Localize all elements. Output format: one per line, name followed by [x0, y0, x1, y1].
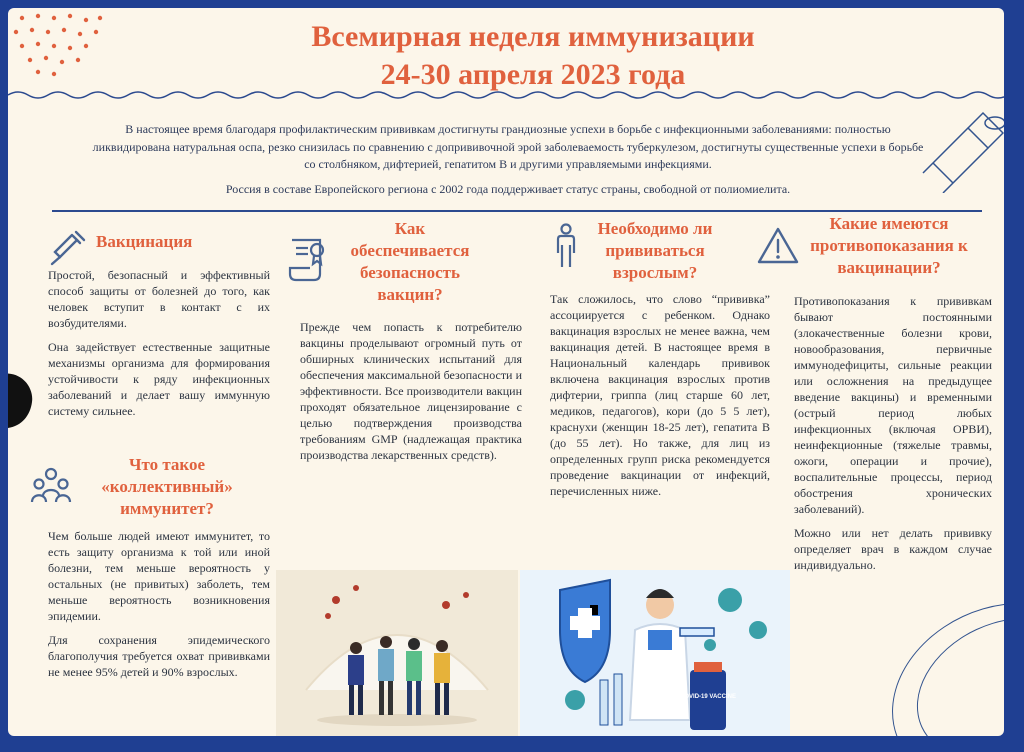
- intro-paragraph-2: Россия в составе Европейского региона с 2002 года поддерживает статус страны, свободной от полиомиелита.: [225, 181, 791, 196]
- contra-paragraph-1: Противопоказания к прививкам бывают постоянными (злокачественные болезни крови, новообразования, первичные иммунодефициты, сильные реакции или осложнения на предыдущее введение вакцины) и временными (острый период любых инфекционных (включая ОРВИ), неинфекционные (тяжелые травмы, ожоги, операции и прочие), воспалительные процессы, период обострения хронических заболеваний).: [794, 294, 992, 516]
- intro-paragraph-1: В настоящее время благодаря профилактическим прививкам достигнуты грандиозные успехи в борьбе с инфекционными заболеваниями: полностью ликвидирована натуральная оспа, резко снизилась по сравнению с допрививочной эрой заболеваемость туберкулезом, достигнуты существенные успехи в борьбе со столбняком, дифтерией, гепатитом В и другими управляемыми инфекциями.: [92, 122, 924, 171]
- contra-paragraph-2: Можно или нет делать прививку определяет врач в каждом случае индивидуально.: [794, 526, 992, 572]
- person-icon: [553, 223, 579, 271]
- page-title: [208, 18, 858, 94]
- pipette-icon: [46, 226, 90, 266]
- adults-heading: Необходимо ли прививаться взрослым?: [597, 219, 713, 282]
- title-line-1: Всемирная неделя иммунизации: [311, 20, 755, 53]
- title-line-2: 24-30 апреля 2023 года: [380, 58, 686, 91]
- decorative-dots: [8, 8, 118, 88]
- collective-heading: Что такое «коллективный» иммунитет?: [101, 455, 233, 518]
- doctor-vaccine-illustration: [520, 570, 790, 736]
- warning-triangle-icon: [756, 226, 800, 266]
- collective-paragraph-2: Для сохранения эпидемического благополучия требуется охват прививками не менее 95% детей и 90% взрослых.: [48, 633, 270, 679]
- certificate-scroll-icon: [286, 234, 334, 284]
- people-group-icon: [30, 466, 72, 506]
- vaccination-paragraph-1: Простой, безопасный и эффективный способ защиты от болезней до того, как человек вступит в контакт с их возбудителями.: [48, 268, 270, 330]
- vaccination-paragraph-2: Она задействует естественные защитные механизмы организма для формирования устойчивости к ряду инфекционных заболеваний и делает вашу иммунную систему сильнее.: [48, 340, 270, 418]
- herd-immunity-illustration: [276, 570, 518, 736]
- contra-heading: Какие имеются противопоказания к вакцинации?: [810, 214, 968, 277]
- section-divider: [52, 210, 982, 212]
- adults-text: [550, 291, 770, 507]
- title-wave-divider: [8, 88, 1004, 102]
- collective-paragraph-1: Чем больше людей имеют иммунитет, то есть защиту организма к той или иной болезни, тем меньше вероятность у остальных (не привитых) заболеть, тем меньше вероятность возникновения эпидемии.: [48, 529, 270, 623]
- poster: [8, 8, 1004, 736]
- collective-text: [48, 528, 270, 688]
- decorative-blob: [8, 370, 40, 432]
- vaccination-heading: Вакцинация: [96, 232, 193, 251]
- vaccine-label: COVID-19 VACCINE: [680, 694, 736, 700]
- vaccination-text: [48, 267, 270, 427]
- safety-text: [300, 319, 522, 471]
- adults-paragraph-1: Так сложилось, что слово “прививка” ассоциируется с ребенком. Однако вакцинация взрослых не менее важна, чем вакцинация детей. В настоящее время в Национальный календарь прививок включена вакцинация взрослых против дифтерии, гриппа (лиц старше 60 лет, медиков, педагогов), кори (до 5 5 лет), краснухи (женщин 18-25 лет), гепатита В (до 55 лет). Но также, для лиц из определенных групп риска рекомендуется проведение вакцинации от инфекций, перечисленных ниже.: [550, 292, 770, 498]
- intro-text: [88, 121, 928, 198]
- safety-paragraph-1: Прежде чем попасть к потребителю вакцины проделывают огромный путь от обширных клинических испытаний для обеспечения максимальной безопасности и эффективности. Все производители вакцин проходят обязательное лицензирование с целью подтверждения производства требованиям GMP (надлежащая практика производства лекарственных средств).: [300, 320, 522, 462]
- safety-heading: Как обеспечивается безопасность вакцин?: [350, 219, 470, 304]
- contra-text: [794, 293, 992, 581]
